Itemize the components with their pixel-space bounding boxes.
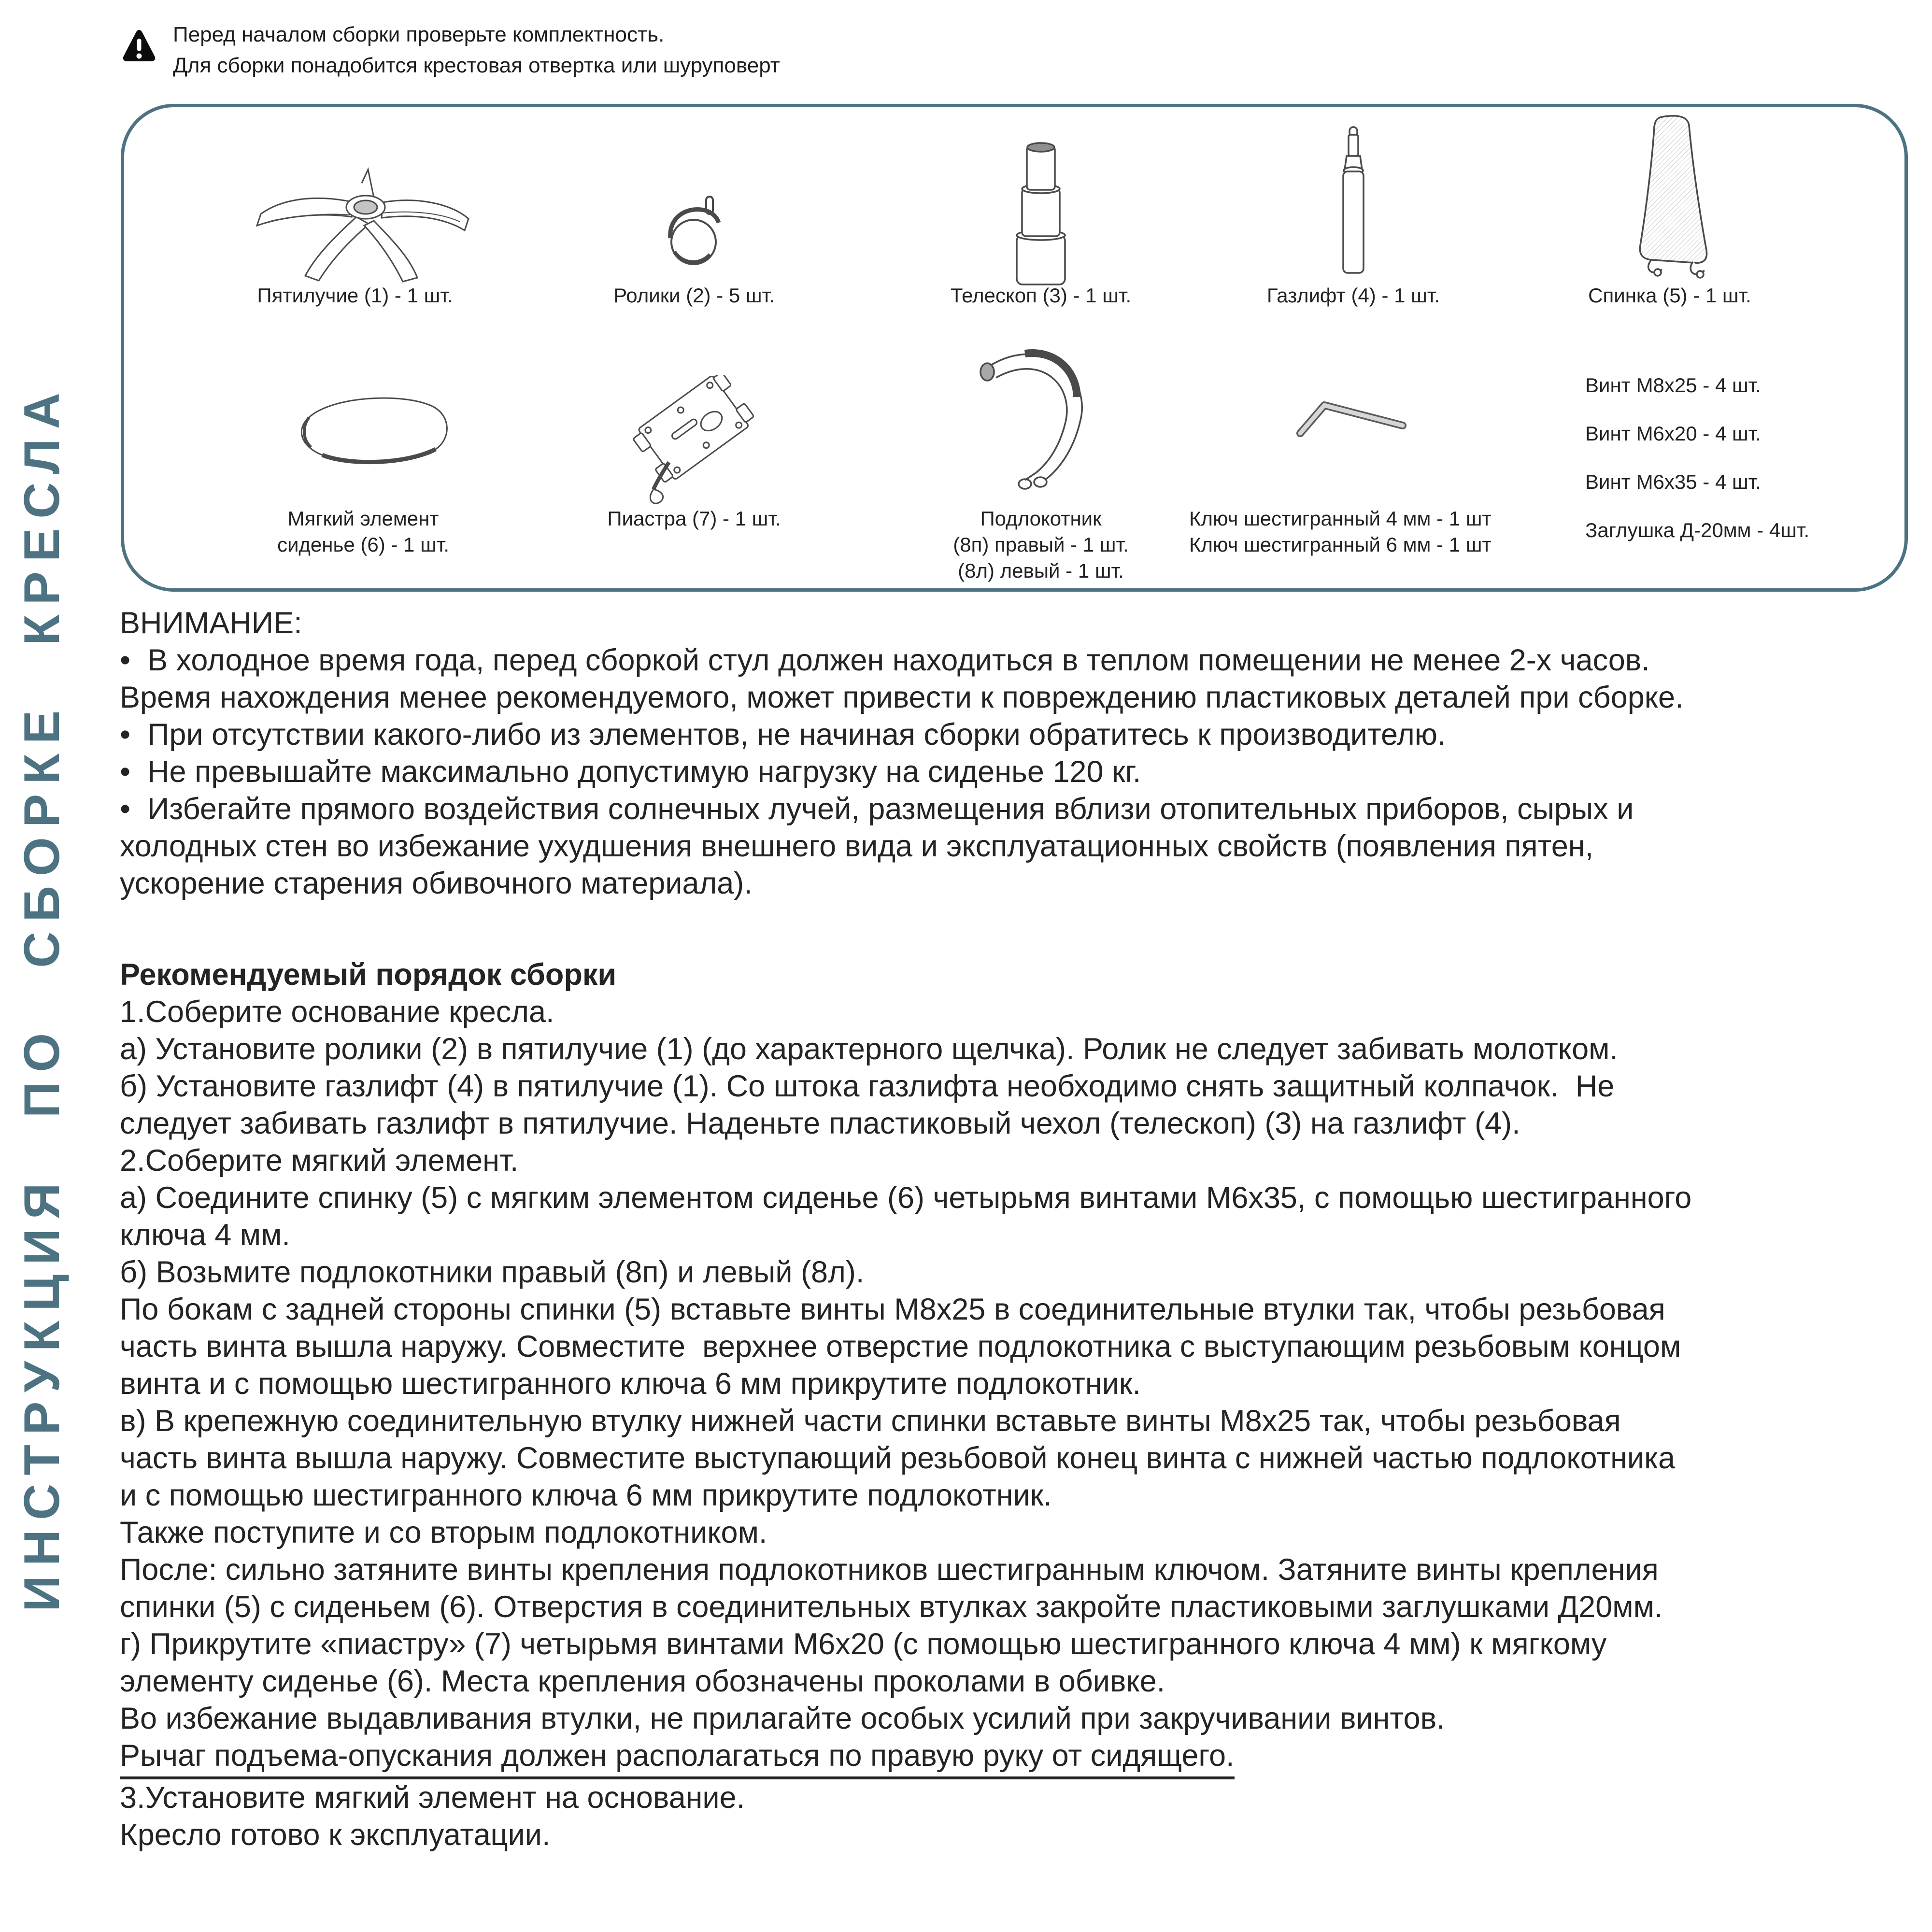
text-line: и с помощью шестигранного ключа 6 мм прикрутите подлокотник. — [120, 1478, 1052, 1512]
lever-note-underlined: Рычаг подъема-опускания должен располагаться по правую руку от сидящего. — [120, 1737, 1931, 1779]
text-line: • При отсутствии какого-либо из элементов, не начиная сборки обратитесь к производителю. — [120, 718, 1446, 752]
text-line: Во избежание выдавливания втулки, не прилагайте особых усилий при закручивании винтов. — [120, 1702, 1445, 1735]
text-line: элементу сиденье (6). Места крепления обозначены проколами в обивке. — [120, 1664, 1165, 1698]
warning-triangle-icon — [122, 28, 156, 64]
text-line: 2.Соберите мягкий элемент. — [120, 1144, 519, 1178]
text-line: б) Возьмите подлокотники правый (8п) и левый (8л). — [120, 1255, 865, 1289]
part-caption-seat: Мягкий элемент сиденье (6) - 1 шт. — [277, 507, 450, 556]
text-line: После: сильно затяните винты крепления подлокотников шестигранным ключом. Затяните винты крепления — [120, 1553, 1659, 1587]
text-line: г) Прикрутите «пиастру» (7) четырьмя винтами М6х20 (с помощью шестигранного ключа 4 мм) к мягкому — [120, 1627, 1607, 1661]
text-line: Также поступите и со вторым подлокотником. — [120, 1516, 767, 1549]
text-line: винта и с помощью шестигранного ключа 6 мм прикрутите подлокотник. — [120, 1367, 1141, 1401]
text-line: спинки (5) с сиденьем (6). Отверстия в соединительных втулках закройте пластиковыми заглушками Д20мм. — [120, 1590, 1663, 1624]
text-line: 1.Соберите основание кресла. — [120, 995, 554, 1029]
piastra-icon — [612, 375, 771, 506]
text-line: холодных стен во избежание ухудшения внешнего вида и эксплуатационных свойств (появления пятен, — [120, 829, 1594, 863]
text-line: 3.Установите мягкий элемент на основание. — [120, 1781, 745, 1815]
backrest-icon — [1612, 111, 1728, 280]
part-caption-telescope: Телескоп (3) - 1 шт. — [950, 284, 1132, 307]
part-caption-base: Пятилучие (1) - 1 шт. — [257, 284, 453, 307]
text-line: Кресло готово к эксплуатации. — [120, 1818, 551, 1852]
assembly-order-heading: Рекомендуемый порядок сборки — [120, 958, 617, 992]
attention-heading: ВНИМАНИЕ: — [120, 606, 302, 640]
hardware-item: Винт М6х35 - 4 шт. — [1585, 470, 1761, 493]
text-line: ускорение старения обивочного материала). — [120, 867, 753, 900]
blank-line — [120, 902, 1931, 956]
text-line: следует забивать газлифт в пятилучие. Наденьте пластиковый чехол (телескоп) (3) на газлифт (4). — [120, 1107, 1520, 1140]
text-line: в) В крепежную соединительную втулку нижней части спинки вставьте винты М8х25 так, чтобы резьбовая — [120, 1404, 1621, 1438]
header-note-line2: Для сборки понадобится крестовая отвертка или шуруповерт — [173, 54, 780, 77]
text-line: а) Установите ролики (2) в пятилучие (1) (до характерного щелчка). Ролик не следует забивать молотком. — [120, 1032, 1618, 1066]
text-line: часть винта вышла наружу. Совместите верхнее отверстие подлокотника с выступающим резьбовым концом — [120, 1330, 1681, 1364]
text-line: б) Установите газлифт (4) в пятилучие (1). Со штока газлифта необходимо снять защитный колпачок. Не — [120, 1069, 1615, 1103]
page-title-vertical: ИНСТРУКЦИЯ ПО СБОРКЕ КРЕСЛА — [14, 383, 70, 1612]
text-line: По бокам с задней стороны спинки (5) вставьте винты М8х25 в соединительные втулки так, чтобы резьбовая — [120, 1293, 1665, 1326]
hardware-item: Заглушка Д-20мм - 4шт. — [1585, 519, 1810, 541]
parts-box — [121, 104, 1908, 592]
text-line: • В холодное время года, перед сборкой стул должен находиться в теплом помещении не менее 2-х часов. — [120, 643, 1650, 677]
gas-lift-icon — [1329, 124, 1378, 280]
text-line: часть винта вышла наружу. Совместите выступающий резьбовой конец винта с нижней частью подлокотника — [120, 1441, 1676, 1475]
instruction-text — [120, 605, 1931, 1854]
header-note-line1: Перед началом сборки проверьте комплектность. — [173, 23, 665, 46]
part-caption-piastra: Пиастра (7) - 1 шт. — [607, 507, 781, 530]
telescope-icon — [1008, 139, 1073, 289]
text-line: • Не превышайте максимально допустимую нагрузку на сиденье 120 кг. — [120, 755, 1141, 789]
part-caption-gaslift: Газлифт (4) - 1 шт. — [1266, 284, 1440, 307]
hardware-item: Винт М8х25 - 4 шт. — [1585, 374, 1761, 397]
text-line: ключа 4 мм. — [120, 1218, 290, 1252]
part-caption-hexkeys: Ключ шестигранный 4 мм - 1 шт Ключ шестигранный 6 мм - 1 шт — [1189, 507, 1492, 556]
hardware-item: Винт М6х20 - 4 шт. — [1585, 422, 1761, 445]
part-caption-armrest: Подлокотник (8п) правый - 1 шт. (8л) левый - 1 шт. — [953, 507, 1129, 582]
part-caption-backrest: Спинка (5) - 1 шт. — [1588, 284, 1751, 307]
header-note — [173, 19, 780, 81]
hex-key-icon — [1291, 390, 1414, 445]
armrest-icon — [952, 339, 1112, 494]
part-caption-casters: Ролики (2) - 5 шт. — [613, 284, 775, 307]
text-line: а) Соедините спинку (5) с мягким элементом сиденье (6) четырьмя винтами М6х35, с помощью шестигранного — [120, 1181, 1692, 1215]
seat-icon — [281, 387, 457, 469]
hardware-list — [1585, 374, 1923, 567]
text-line: • Избегайте прямого воздействия солнечных лучей, размещения вблизи отопительных приборов, сырых и — [120, 792, 1634, 826]
text-line: Время нахождения менее рекомендуемого, может привести к повреждению пластиковых деталей при сборке. — [120, 681, 1684, 714]
caster-icon — [658, 192, 735, 271]
five-star-base-icon — [242, 153, 484, 284]
